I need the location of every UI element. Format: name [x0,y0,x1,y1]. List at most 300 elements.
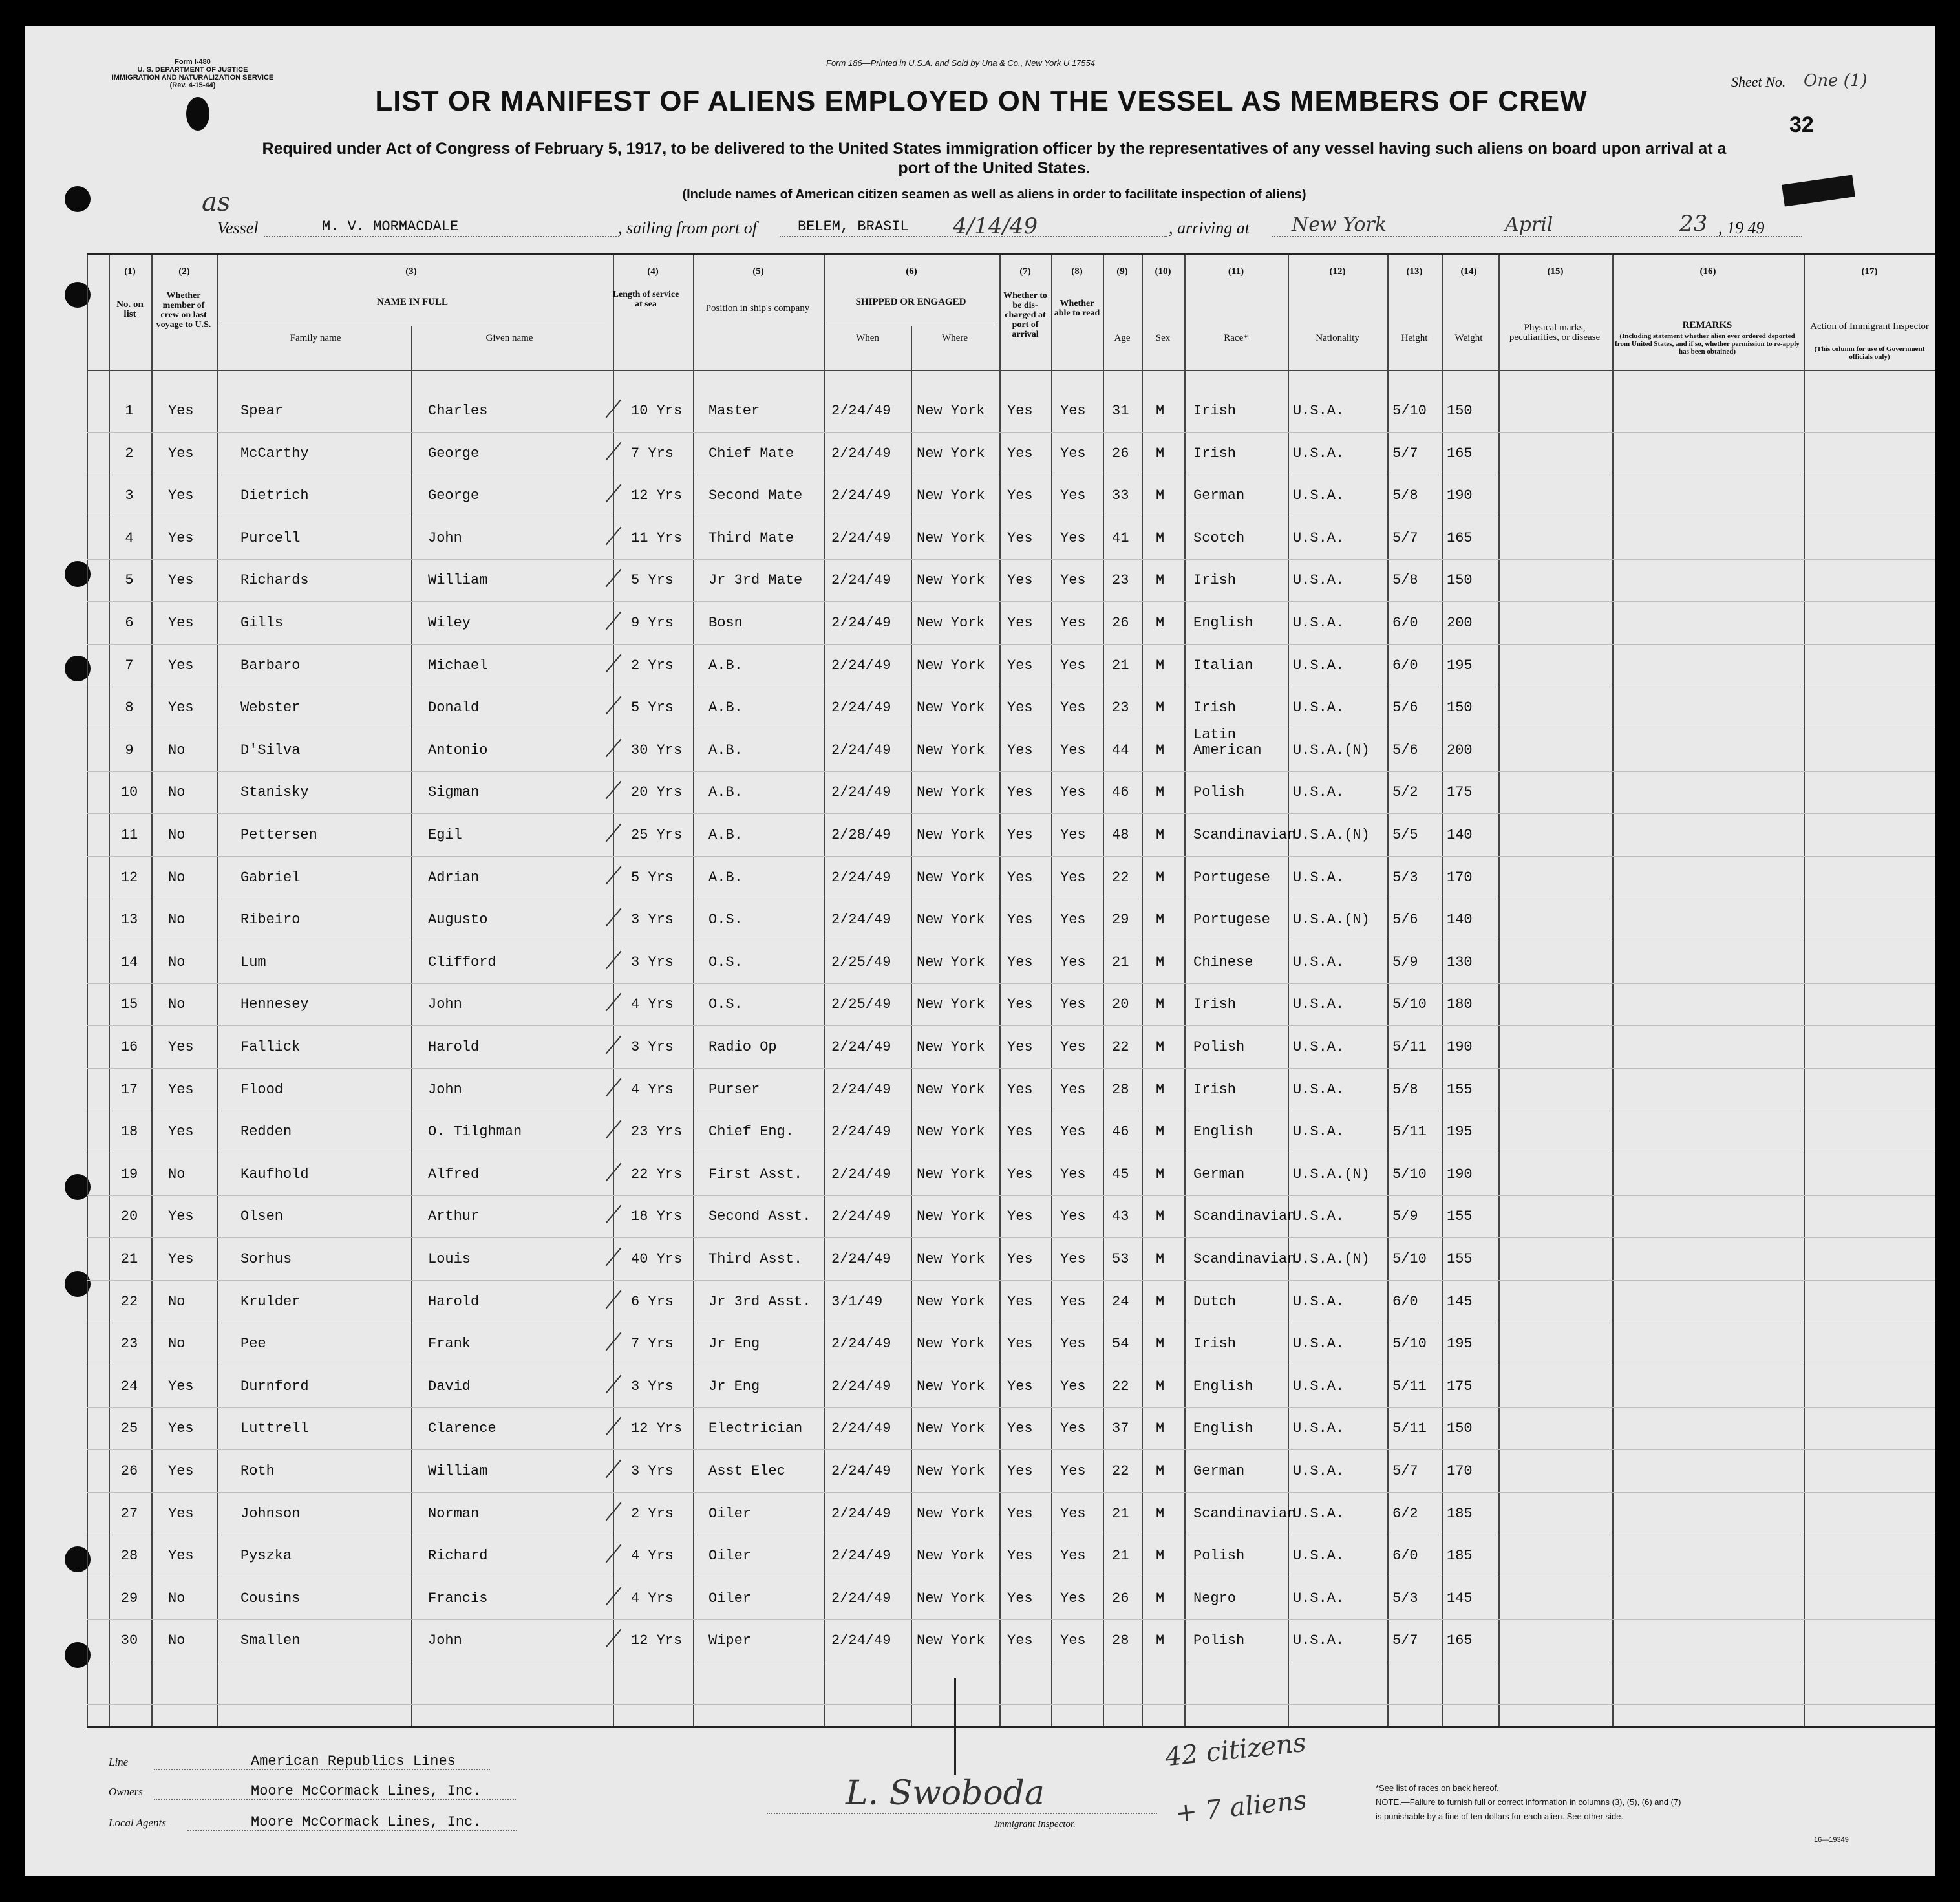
row-number-cell: 26 [120,1463,138,1479]
weight-cell: 145 [1447,1590,1473,1607]
family-name-cell: Redden [240,1124,292,1140]
discharged-cell: Yes [1007,700,1033,716]
shipped-when-cell: 2/25/49 [831,996,891,1012]
row-guide-line [87,644,1935,645]
col-no-header: No. on list [116,299,144,319]
row-number-cell: 22 [120,1294,138,1310]
weight-cell: 140 [1447,912,1473,928]
last-voyage-cell: No [168,827,186,843]
row-guide-line [87,1068,1935,1069]
nationality-cell: U.S.A. [1293,1632,1345,1649]
shipped-where-cell: New York [917,530,985,546]
shipped-where-cell: New York [917,1632,985,1649]
row-guide-line [87,1407,1935,1408]
service-length-cell: 12 Yrs [631,487,683,504]
row-number-cell: 3 [125,487,134,504]
shipped-where-cell: New York [917,1548,985,1564]
shipped-where-cell: New York [917,954,985,970]
age-cell: 23 [1112,572,1129,588]
able-to-read-cell: Yes [1060,954,1086,970]
column-divider [1142,255,1143,1726]
subtitle-line2: port of the United States. [898,159,1091,177]
nationality-cell: U.S.A. [1293,1548,1345,1564]
col-height-header: Height [1401,333,1428,343]
column-number: (2) [178,266,190,277]
position-cell: Oiler [708,1548,752,1564]
column-divider [1442,255,1443,1726]
column-number: (11) [1228,266,1244,277]
shipped-when-cell: 2/24/49 [831,1378,891,1394]
age-cell: 31 [1112,403,1129,419]
discharged-cell: Yes [1007,1378,1033,1394]
row-number-cell: 18 [120,1124,138,1140]
able-to-read-cell: Yes [1060,1336,1086,1352]
inspector-mark [954,1678,956,1775]
age-cell: 46 [1112,784,1129,800]
sailing-date: 4/14/49 [953,213,1038,239]
age-cell: 28 [1112,1082,1129,1098]
shipped-when-cell: 2/24/49 [831,572,891,588]
given-name-cell: Donald [428,700,480,716]
last-voyage-cell: No [168,912,186,928]
column-divider [613,255,614,1726]
nationality-cell: U.S.A. [1293,530,1345,546]
sex-cell: M [1156,615,1165,631]
sex-cell: M [1156,1463,1165,1479]
last-voyage-cell: Yes [168,1548,194,1564]
able-to-read-cell: Yes [1060,1590,1086,1607]
nationality-cell: U.S.A.(N) [1293,912,1370,928]
aliens-note: + 7 aliens [1174,1785,1308,1829]
race-cell: Scandinavian [1193,1208,1296,1224]
last-voyage-cell: No [168,1294,186,1310]
service-length-cell: 4 Yrs [631,996,674,1012]
family-name-cell: Roth [240,1463,275,1479]
age-cell: 22 [1112,870,1129,886]
height-cell: 5/6 [1392,700,1418,716]
col-name-header: NAME IN FULL [376,297,448,307]
row-guide-line [87,1025,1935,1026]
race-cell: Portugese [1193,912,1270,928]
column-divider [1612,255,1614,1726]
weight-cell: 200 [1447,615,1473,631]
column-divider [151,255,153,1726]
last-voyage-cell: Yes [168,657,194,674]
row-number-cell: 27 [120,1506,138,1522]
height-cell: 5/11 [1392,1124,1427,1140]
able-to-read-cell: Yes [1060,1294,1086,1310]
age-cell: 21 [1112,1548,1129,1564]
age-cell: 37 [1112,1420,1129,1437]
nationality-cell: U.S.A.(N) [1293,1251,1370,1267]
family-name-cell: Luttrell [240,1420,309,1437]
form-dept: U. S. DEPARTMENT OF JUSTICE [137,66,248,74]
height-cell: 5/7 [1392,1463,1418,1479]
position-cell: Oiler [708,1506,752,1522]
discharged-cell: Yes [1007,530,1033,546]
sex-cell: M [1156,1548,1165,1564]
shipped-when-cell: 2/24/49 [831,1420,891,1437]
last-voyage-cell: No [168,1590,186,1607]
column-divider [1498,255,1500,1726]
service-length-cell: 11 Yrs [631,530,683,546]
height-cell: 5/11 [1392,1420,1427,1437]
shipped-where-cell: New York [917,784,985,800]
row-number-cell: 16 [120,1039,138,1055]
given-name-cell: Arthur [428,1208,480,1224]
weight-cell: 190 [1447,1166,1473,1182]
last-voyage-cell: Yes [168,1082,194,1098]
col-discharged-header: Whether to be dis-charged at port of arrival [1003,291,1047,339]
discharged-cell: Yes [1007,1506,1033,1522]
service-length-cell: 5 Yrs [631,870,674,886]
age-cell: 21 [1112,954,1129,970]
position-cell: O.S. [708,912,743,928]
discharged-cell: Yes [1007,1082,1033,1098]
shipped-where-cell: New York [917,1378,985,1394]
service-length-cell: 20 Yrs [631,784,683,800]
weight-cell: 185 [1447,1548,1473,1564]
shipped-where-cell: New York [917,1039,985,1055]
row-number-cell: 6 [125,615,134,631]
age-cell: 22 [1112,1039,1129,1055]
family-name-cell: Cousins [240,1590,301,1607]
weight-cell: 170 [1447,1463,1473,1479]
row-number-cell: 5 [125,572,134,588]
height-cell: 5/9 [1392,1208,1418,1224]
row-guide-line [87,1195,1935,1196]
row-guide-line [87,1619,1935,1620]
shipped-when-cell: 2/24/49 [831,1124,891,1140]
row-number-cell: 10 [120,784,138,800]
height-cell: 5/3 [1392,870,1418,886]
shipped-when-cell: 2/25/49 [831,954,891,970]
position-cell: Jr Eng [708,1336,760,1352]
able-to-read-cell: Yes [1060,487,1086,504]
position-cell: A.B. [708,784,743,800]
punch-hole [186,97,209,131]
shipped-when-cell: 2/24/49 [831,912,891,928]
shipped-where-cell: New York [917,1420,985,1437]
given-name-cell: Harold [428,1039,480,1055]
service-length-cell: 3 Yrs [631,954,674,970]
subtitle-line3: (Include names of American citizen seamen as well as aliens in order to facilitate inspection of aliens) [682,187,1306,202]
position-cell: A.B. [708,870,743,886]
col-marks-header: Physical marks, peculiarities, or disease [1509,323,1601,343]
row-guide-line [87,1449,1935,1450]
last-voyage-cell: No [168,742,186,758]
discharged-cell: Yes [1007,1208,1033,1224]
race-cell: Negro [1193,1590,1237,1607]
height-cell: 5/8 [1392,1082,1418,1098]
arrival-day: 23 [1679,211,1708,237]
position-cell: A.B. [708,742,743,758]
race-cell: Irish [1193,700,1237,716]
last-voyage-cell: Yes [168,1251,194,1267]
able-to-read-cell: Yes [1060,1166,1086,1182]
race-cell: English [1193,1378,1253,1394]
weight-cell: 195 [1447,1124,1473,1140]
family-name-cell: Dietrich [240,487,309,504]
height-cell: 5/6 [1392,742,1418,758]
weight-cell: 185 [1447,1506,1473,1522]
height-cell: 5/10 [1392,996,1427,1012]
service-length-cell: 5 Yrs [631,700,674,716]
given-name-cell: John [428,1632,462,1649]
column-divider [1051,255,1052,1726]
discharged-cell: Yes [1007,487,1033,504]
weight-cell: 165 [1447,1632,1473,1649]
discharged-cell: Yes [1007,1336,1033,1352]
nationality-cell: U.S.A. [1293,1463,1345,1479]
column-number: (17) [1861,266,1878,277]
agents-value: Moore McCormack Lines, Inc. [251,1814,482,1830]
age-cell: 22 [1112,1378,1129,1394]
height-cell: 6/0 [1392,657,1418,674]
service-length-cell: 4 Yrs [631,1590,674,1607]
given-name-cell: John [428,530,462,546]
height-cell: 5/6 [1392,912,1418,928]
race-cell: German [1193,1463,1245,1479]
shipped-where-cell: New York [917,870,985,886]
arriving-label: , arriving at [1169,219,1250,237]
table-bottom-rule [87,1726,1935,1728]
given-name-cell: Charles [428,403,488,419]
race-cell: Polish [1193,1632,1245,1649]
family-name-cell: Webster [240,700,301,716]
col-when-header: When [856,333,879,343]
nationality-cell: U.S.A. [1293,487,1345,504]
race-cell: Irish [1193,1082,1237,1098]
sex-cell: M [1156,1039,1165,1055]
family-name-cell: Purcell [240,530,301,546]
able-to-read-cell: Yes [1060,700,1086,716]
nationality-cell: U.S.A. [1293,657,1345,674]
col-nationality-header: Nationality [1316,333,1359,343]
subtitle-line1: Required under Act of Congress of February 5, 1917, to be delivered to the United States immigration officer by the representatives of any vessel having such aliens on board upon arrival at a [262,140,1727,158]
citizens-note: 42 citizens [1164,1727,1308,1773]
agents-label: Local Agents [109,1817,166,1829]
printer-line: Form 186—Printed in U.S.A. and Sold by Una & Co., New York U 17554 [826,58,1095,68]
nationality-cell: U.S.A.(N) [1293,1166,1370,1182]
sailing-label: , sailing from port of [618,219,758,237]
position-cell: Third Mate [708,530,794,546]
family-name-cell: Fallick [240,1039,301,1055]
shipped-when-cell: 2/24/49 [831,1590,891,1607]
column-number: (14) [1460,266,1477,277]
position-cell: Master [708,403,760,419]
col-position-header: Position in ship's company [705,303,810,314]
last-voyage-cell: No [168,1632,186,1649]
subcolumn-divider [911,326,912,1726]
able-to-read-cell: Yes [1060,1378,1086,1394]
discharged-cell: Yes [1007,657,1033,674]
last-voyage-cell: No [168,954,186,970]
position-cell: O.S. [708,996,743,1012]
discharged-cell: Yes [1007,403,1033,419]
service-length-cell: 23 Yrs [631,1124,683,1140]
height-cell: 5/10 [1392,403,1427,419]
race-cell: Italian [1193,657,1253,674]
shipped-when-cell: 2/24/49 [831,1632,891,1649]
weight-cell: 130 [1447,954,1473,970]
position-cell: Chief Mate [708,445,794,462]
weight-cell: 200 [1447,742,1473,758]
column-number: (4) [647,266,659,277]
sex-cell: M [1156,1208,1165,1224]
column-divider [999,255,1001,1726]
last-voyage-cell: Yes [168,403,194,419]
service-length-cell: 6 Yrs [631,1294,674,1310]
sex-cell: M [1156,1420,1165,1437]
sex-cell: M [1156,870,1165,886]
shipped-where-cell: New York [917,700,985,716]
discharged-cell: Yes [1007,1039,1033,1055]
row-guide-line [87,856,1935,857]
service-length-cell: 3 Yrs [631,912,674,928]
nationality-cell: U.S.A. [1293,1124,1345,1140]
given-name-cell: William [428,1463,488,1479]
race-cell: Chinese [1193,954,1253,970]
family-name-cell: Gills [240,615,284,631]
service-length-cell: 9 Yrs [631,615,674,631]
position-cell: Second Mate [708,487,803,504]
column-number: (16) [1699,266,1716,277]
last-voyage-cell: No [168,784,186,800]
weight-cell: 150 [1447,1420,1473,1437]
shipped-where-cell: New York [917,1124,985,1140]
nationality-cell: U.S.A. [1293,1590,1345,1607]
sex-cell: M [1156,530,1165,546]
column-divider [1184,255,1186,1726]
shipped-when-cell: 2/24/49 [831,615,891,631]
discharged-cell: Yes [1007,996,1033,1012]
shipped-where-cell: New York [917,487,985,504]
shipped-where-cell: New York [917,657,985,674]
discharged-cell: Yes [1007,1590,1033,1607]
sex-cell: M [1156,657,1165,674]
race-cell: Polish [1193,1039,1245,1055]
discharged-cell: Yes [1007,870,1033,886]
height-cell: 5/11 [1392,1039,1427,1055]
service-length-cell: 5 Yrs [631,572,674,588]
height-cell: 5/7 [1392,1632,1418,1649]
nationality-cell: U.S.A. [1293,1506,1345,1522]
last-voyage-cell: Yes [168,615,194,631]
row-guide-line [87,559,1935,560]
row-number-cell: 13 [120,912,138,928]
col-read-header: Whether able to read [1054,299,1100,318]
col-sex-header: Sex [1155,333,1171,343]
service-length-cell: 25 Yrs [631,827,683,843]
given-name-cell: Antonio [428,742,488,758]
position-cell: Purser [708,1082,760,1098]
position-cell: O.S. [708,954,743,970]
age-cell: 43 [1112,1208,1129,1224]
position-cell: Chief Eng. [708,1124,794,1140]
family-name-cell: Kaufhold [240,1166,309,1182]
row-guide-line [87,601,1935,602]
inspector-label: Immigrant Inspector. [994,1819,1076,1830]
given-name-cell: Harold [428,1294,480,1310]
last-voyage-cell: Yes [168,700,194,716]
age-cell: 24 [1112,1294,1129,1310]
nationality-cell: U.S.A. [1293,996,1345,1012]
redaction-mark [1782,175,1855,207]
form-rev: (Rev. 4-15-44) [169,81,216,89]
column-divider [1387,255,1389,1726]
form-id-block [102,58,283,89]
form-service: IMMIGRATION AND NATURALIZATION SERVICE [111,74,274,81]
last-voyage-cell: Yes [168,1420,194,1437]
column-number: (3) [405,266,417,277]
row-guide-line [87,1492,1935,1493]
col-race-header: Race* [1224,333,1248,343]
height-cell: 5/7 [1392,445,1418,462]
family-name-cell: Olsen [240,1208,284,1224]
age-cell: 26 [1112,1590,1129,1607]
sex-cell: M [1156,996,1165,1012]
column-number: (6) [906,266,917,277]
page-title: LIST OR MANIFEST OF ALIENS EMPLOYED ON THE VESSEL AS MEMBERS OF CREW [375,85,1588,117]
position-cell: A.B. [708,657,743,674]
last-voyage-cell: Yes [168,1208,194,1224]
shipped-when-cell: 2/24/49 [831,1039,891,1055]
weight-cell: 155 [1447,1208,1473,1224]
given-name-cell: William [428,572,488,588]
sex-cell: M [1156,1124,1165,1140]
last-voyage-cell: No [168,1166,186,1182]
height-cell: 5/7 [1392,530,1418,546]
column-number: (8) [1071,266,1083,277]
able-to-read-cell: Yes [1060,403,1086,419]
height-cell: 6/0 [1392,1548,1418,1564]
row-number-cell: 25 [120,1420,138,1437]
weight-cell: 155 [1447,1082,1473,1098]
shipped-when-cell: 2/24/49 [831,1336,891,1352]
sex-cell: M [1156,1251,1165,1267]
discharged-cell: Yes [1007,1463,1033,1479]
last-voyage-cell: Yes [168,445,194,462]
family-name-cell: Barbaro [240,657,301,674]
height-cell: 5/11 [1392,1378,1427,1394]
height-cell: 5/8 [1392,572,1418,588]
col-family-name-header: Family name [290,333,341,343]
able-to-read-cell: Yes [1060,1632,1086,1649]
race-cell: Polish [1193,784,1245,800]
shipped-where-cell: New York [917,742,985,758]
nationality-cell: U.S.A. [1293,1420,1345,1437]
family-name-cell: Sorhus [240,1251,292,1267]
able-to-read-cell: Yes [1060,784,1086,800]
shipped-when-cell: 3/1/49 [831,1294,883,1310]
row-number-cell: 9 [125,742,134,758]
given-name-cell: Augusto [428,912,488,928]
age-cell: 28 [1112,1632,1129,1649]
race-cell: Irish [1193,1336,1237,1352]
able-to-read-cell: Yes [1060,1506,1086,1522]
given-name-cell: Norman [428,1506,480,1522]
able-to-read-cell: Yes [1060,1463,1086,1479]
given-name-cell: Michael [428,657,488,674]
weight-cell: 175 [1447,1378,1473,1394]
race-cell: Portugese [1193,870,1270,886]
race-cell: English [1193,1124,1253,1140]
service-length-cell: 12 Yrs [631,1632,683,1649]
weight-cell: 190 [1447,487,1473,504]
given-name-cell: Louis [428,1251,471,1267]
last-voyage-cell: No [168,996,186,1012]
